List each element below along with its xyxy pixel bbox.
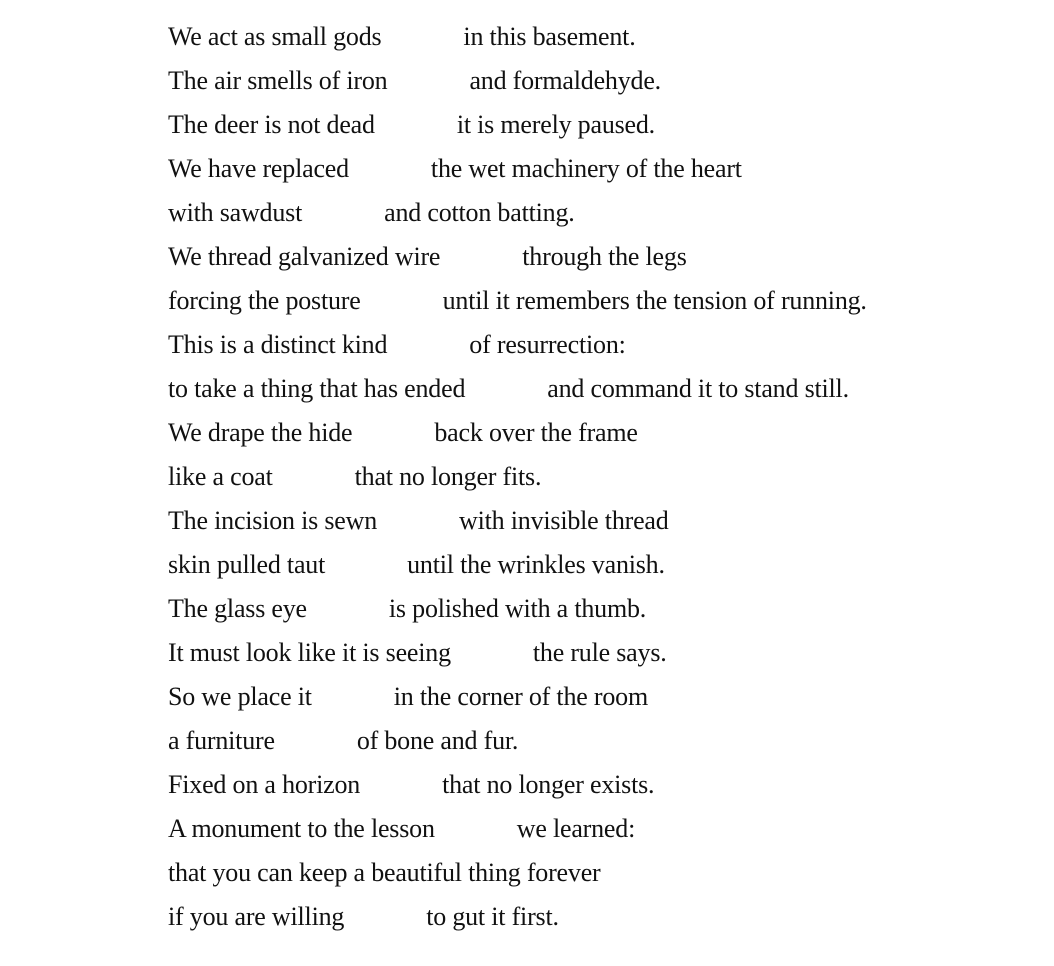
poem-line <box>168 719 867 763</box>
poem-line <box>168 323 867 367</box>
poem-line <box>168 763 867 807</box>
poem <box>168 15 867 939</box>
line-first-half: The air smells of iron <box>168 66 388 95</box>
line-second-half: it is merely paused. <box>456 110 655 139</box>
line-second-half: that no longer exists. <box>442 770 655 799</box>
line-first-half: We drape the hide <box>168 418 353 447</box>
line-first-half: This is a distinct kind <box>168 330 388 359</box>
line-first-half: like a coat <box>168 462 273 491</box>
line-second-half: in the corner of the room <box>393 682 648 711</box>
line-first-half: The deer is not dead <box>168 110 375 139</box>
line-second-half: back over the frame <box>434 418 638 447</box>
poem-line <box>168 279 867 323</box>
line-first-half: We have replaced <box>168 154 349 183</box>
line-first-half: skin pulled taut <box>168 550 326 579</box>
poem-line <box>168 59 867 103</box>
poem-line <box>168 147 867 191</box>
line-first-half: So we place it <box>168 682 312 711</box>
line-first-half: A monument to the lesson <box>168 814 435 843</box>
poem-line <box>168 411 867 455</box>
line-first-half: forcing the posture <box>168 286 361 315</box>
poem-line <box>168 367 867 411</box>
line-second-half: with invisible thread <box>459 506 669 535</box>
line-first-half: The incision is sewn <box>168 506 378 535</box>
line-second-half: and formaldehyde. <box>469 66 661 95</box>
poem-line <box>168 543 867 587</box>
poem-line <box>168 631 867 675</box>
line-first-half: We act as small gods <box>168 22 382 51</box>
poem-line <box>168 675 867 719</box>
line-second-half: through the legs <box>522 242 687 271</box>
line-second-half: until the wrinkles vanish. <box>407 550 665 579</box>
poem-line <box>168 15 867 59</box>
line-second-half: is polished with a thumb. <box>388 594 647 623</box>
line-second-half: the rule says. <box>532 638 667 667</box>
line-second-half: until it remembers the tension of running. <box>442 286 867 315</box>
line-first-half: with sawdust <box>168 198 303 227</box>
poem-line <box>168 103 867 147</box>
line-first-half: to take a thing that has ended <box>168 374 466 403</box>
line-second-half: the wet machinery of the heart <box>430 154 742 183</box>
poem-line <box>168 455 867 499</box>
poem-line <box>168 587 867 631</box>
line-second-half: of resurrection: <box>469 330 626 359</box>
line-first-half: a furniture <box>168 726 275 755</box>
poem-line <box>168 895 867 939</box>
poem-line <box>168 191 867 235</box>
poem-line <box>168 851 867 895</box>
line-second-half: of bone and fur. <box>356 726 519 755</box>
line-first-half: Fixed on a horizon <box>168 770 361 799</box>
line-first-half: We thread galvanized wire <box>168 242 441 271</box>
line-second-half: to gut it first. <box>426 902 559 931</box>
line-first-half: It must look like it is seeing <box>168 638 451 667</box>
line-second-half: and command it to stand still. <box>547 374 849 403</box>
line-second-half: we learned: <box>516 814 636 843</box>
line-first-half: The glass eye <box>168 594 307 623</box>
line-second-half: in this basement. <box>463 22 636 51</box>
line-first-half: that you can keep a beautiful thing forever <box>168 858 601 887</box>
poem-line <box>168 235 867 279</box>
line-first-half: if you are willing <box>168 902 345 931</box>
line-second-half: and cotton batting. <box>384 198 575 227</box>
line-second-half: that no longer fits. <box>354 462 542 491</box>
poem-line <box>168 499 867 543</box>
poem-line <box>168 807 867 851</box>
